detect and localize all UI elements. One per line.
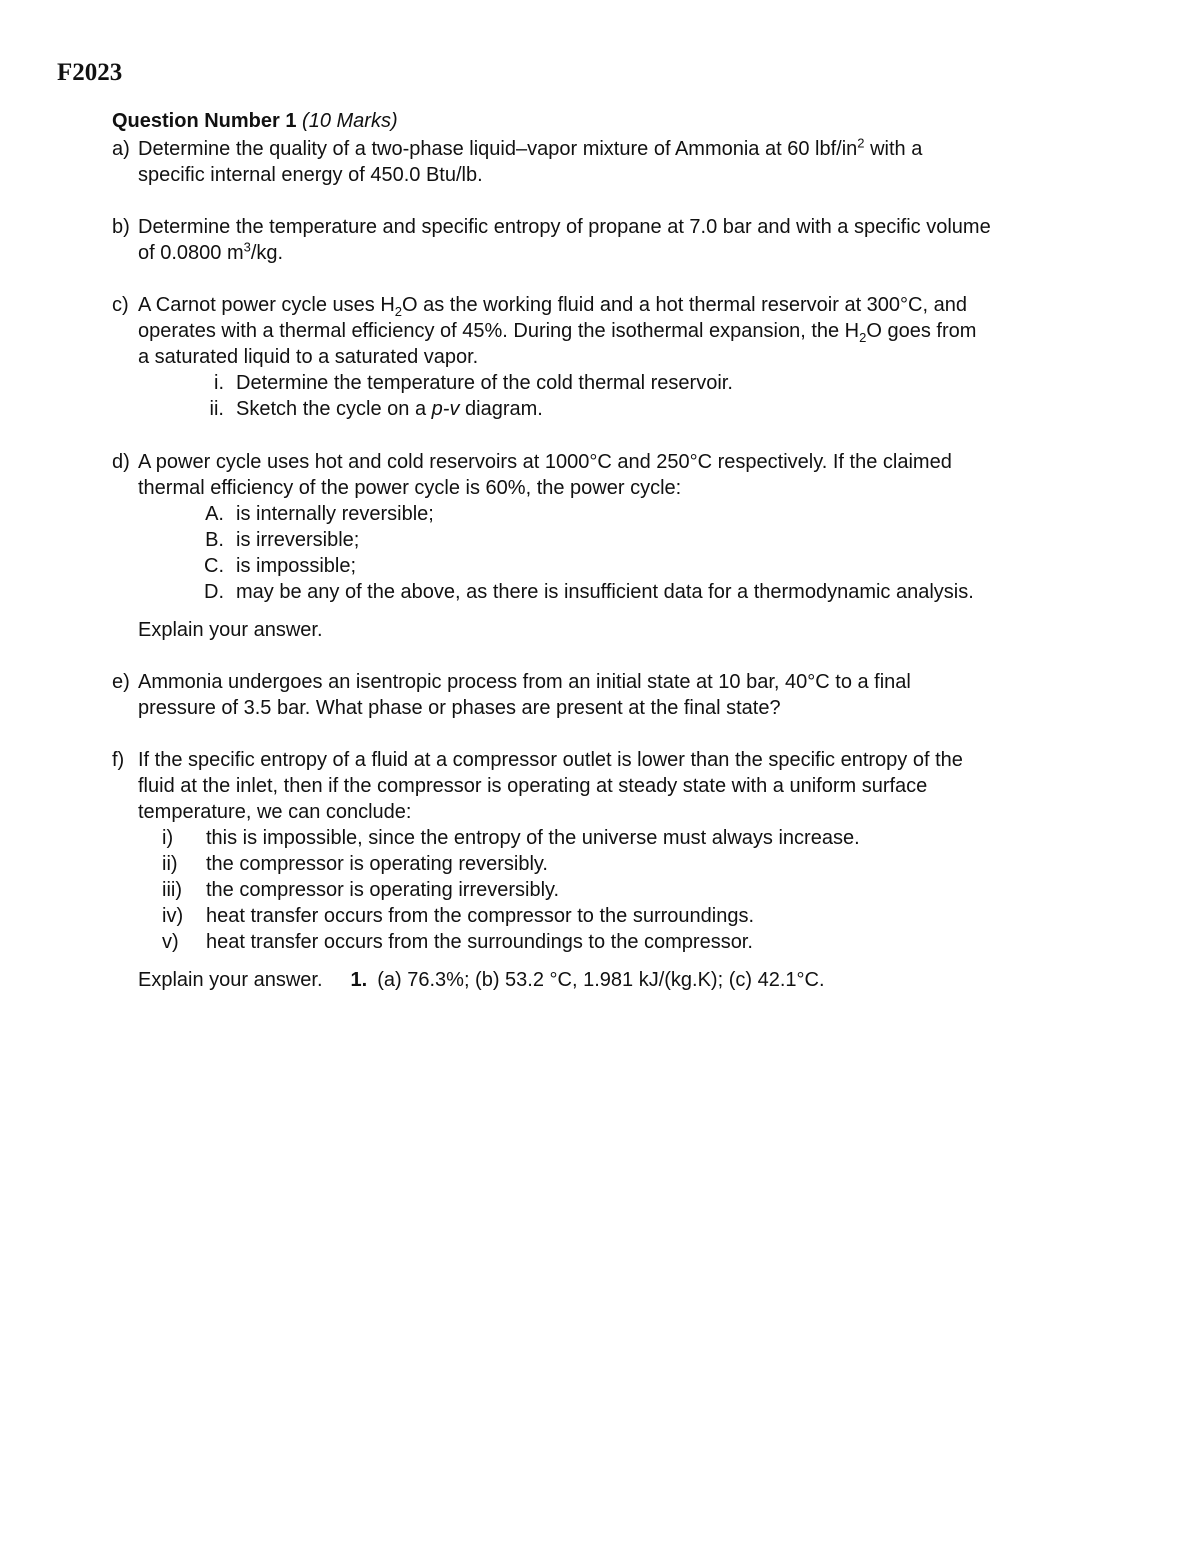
- part-c-line1: [112, 292, 967, 318]
- option-letter: C.: [204, 555, 224, 577]
- part-f-option: [162, 929, 753, 955]
- part-e-text: Ammonia undergoes an isentropic process from an initial state at 10 bar, 40°C to a final: [138, 671, 911, 693]
- part-a-line1: [112, 136, 922, 162]
- option-number: i): [162, 827, 174, 849]
- option-text: is internally reversible;: [236, 503, 434, 525]
- part-d-line1: [112, 449, 952, 475]
- doc-code: F2023: [57, 59, 123, 86]
- option-letter: B.: [205, 529, 224, 551]
- subscript: 2: [859, 330, 867, 345]
- part-c-text-end: O as the working fluid and a hot thermal reservoir at 300°C, and: [402, 294, 967, 316]
- part-d-option: [190, 501, 434, 527]
- item-number: ii.: [209, 398, 224, 420]
- subscript: 2: [394, 304, 403, 319]
- part-f-line3: temperature, we can conclude:: [138, 801, 412, 823]
- part-a-label: a): [112, 138, 130, 160]
- part-a-text: Determine the quality of a two-phase liquid–vapor mixture of Ammonia at 60 lbf/in: [138, 138, 858, 160]
- part-c-text2-end: O goes from: [866, 320, 977, 342]
- part-f-explain: Explain your answer.: [138, 969, 323, 991]
- option-number: iv): [162, 905, 184, 927]
- part-f-text: If the specific entropy of a fluid at a compressor outlet is lower than the specific entropy of the: [138, 749, 963, 771]
- part-f-line2: fluid at the inlet, then if the compressor is operating at steady state with a uniform surface: [138, 775, 928, 797]
- item-text-end: diagram.: [459, 398, 543, 420]
- part-c-item: [190, 396, 543, 422]
- answer-text: (a) 76.3%; (b) 53.2 °C, 1.981 kJ/(kg.K); (c) 42.1°C.: [377, 969, 825, 991]
- option-text: the compressor is operating irreversibly.: [206, 879, 560, 901]
- option-number: v): [162, 931, 179, 953]
- part-c-item: [190, 370, 733, 396]
- part-b-text: Determine the temperature and specific entropy of propane at 7.0 bar and with a specific volume: [138, 216, 991, 238]
- part-f-option: [162, 825, 860, 851]
- option-text: may be any of the above, as there is insufficient data for a thermodynamic analysis.: [236, 581, 974, 603]
- option-text: heat transfer occurs from the surroundings to the compressor.: [206, 931, 753, 953]
- part-d-option: [190, 527, 359, 553]
- question-marks: (10 Marks): [302, 110, 398, 132]
- option-number: ii): [162, 853, 178, 875]
- part-f-option: [162, 851, 548, 877]
- part-e-line2: pressure of 3.5 bar. What phase or phases are present at the final state?: [138, 697, 781, 719]
- part-d-label: d): [112, 451, 130, 473]
- item-text: Determine the temperature of the cold thermal reservoir.: [236, 372, 733, 394]
- part-d-explain: Explain your answer.: [138, 619, 323, 641]
- part-c-label: c): [112, 294, 129, 316]
- part-b-text2-end: /kg.: [250, 242, 284, 264]
- part-d-option: [190, 553, 356, 579]
- item-text: Sketch the cycle on a: [236, 398, 432, 420]
- part-b-label: b): [112, 216, 130, 238]
- part-e-label: e): [112, 671, 130, 693]
- question-title-text: Question Number 1: [112, 110, 297, 132]
- option-text: this is impossible, since the entropy of the universe must always increase.: [206, 827, 860, 849]
- part-d-option: [190, 579, 974, 605]
- question-title: [112, 110, 398, 133]
- superscript: 3: [243, 239, 251, 255]
- answer-number: 1.: [350, 969, 368, 991]
- item-number: i.: [214, 372, 224, 394]
- option-text: is irreversible;: [236, 529, 360, 551]
- part-f-explain-and-answers: [138, 967, 825, 993]
- part-c-text: A Carnot power cycle uses H: [138, 294, 395, 316]
- part-a-text-end: with a: [864, 138, 923, 160]
- part-e-line1: [112, 669, 911, 695]
- part-c-line3: a saturated liquid to a saturated vapor.: [138, 346, 479, 368]
- option-text: is impossible;: [236, 555, 357, 577]
- part-b-line2: [138, 240, 283, 266]
- part-c-line2: [138, 318, 976, 344]
- option-text: heat transfer occurs from the compressor to the surroundings.: [206, 905, 755, 927]
- option-letter: A.: [205, 503, 224, 525]
- option-letter: D.: [204, 581, 224, 603]
- part-d-line2: thermal efficiency of the power cycle is 60%, the power cycle:: [138, 477, 682, 499]
- part-f-line1: [112, 747, 963, 773]
- part-d-text: A power cycle uses hot and cold reservoirs at 1000°C and 250°C respectively. If the claimed: [138, 451, 952, 473]
- superscript: 2: [857, 135, 865, 151]
- option-number: iii): [162, 879, 182, 901]
- part-b-text2: of 0.0800 m: [138, 242, 244, 264]
- part-f-label: f): [112, 749, 125, 771]
- option-text: the compressor is operating reversibly.: [206, 853, 548, 875]
- item-text-italic: p-v: [431, 398, 460, 420]
- part-c-text2: operates with a thermal efficiency of 45%. During the isothermal expansion, the H: [138, 320, 860, 342]
- part-f-option: [162, 877, 559, 903]
- part-a-line2: specific internal energy of 450.0 Btu/lb.: [138, 164, 483, 186]
- part-b-line1: [112, 214, 991, 240]
- part-f-option: [162, 903, 754, 929]
